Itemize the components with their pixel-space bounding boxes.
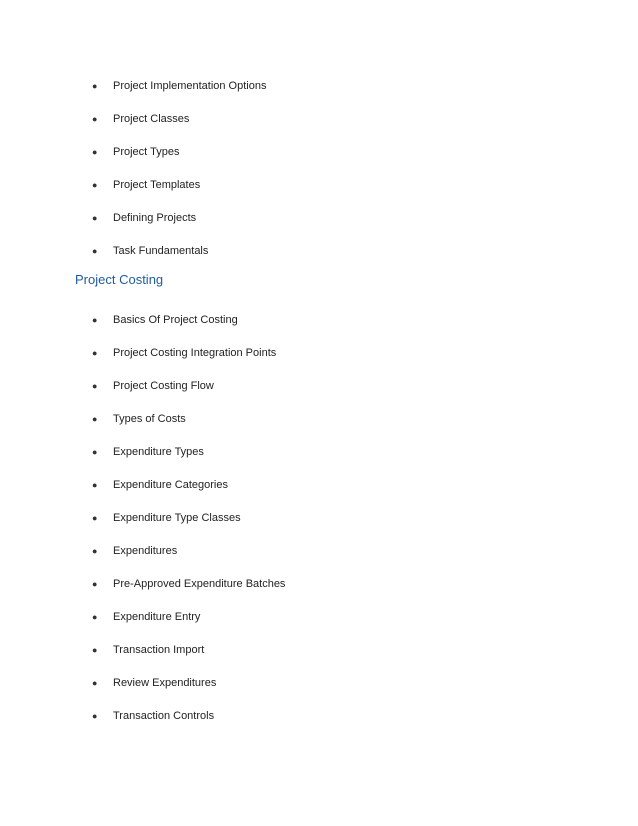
bullet-icon: ● <box>92 512 98 523</box>
list-item-label: Transaction Controls <box>113 709 215 722</box>
list-item <box>92 102 266 135</box>
bullet-icon: ● <box>92 479 98 490</box>
bullet-icon: ● <box>92 80 98 91</box>
list-item-label: Task Fundamentals <box>113 244 209 257</box>
list-item <box>92 336 285 369</box>
list-item-label: Project Templates <box>113 178 201 191</box>
list-item <box>92 69 266 102</box>
bullet-icon: ● <box>92 380 98 391</box>
bullet-icon: ● <box>92 446 98 457</box>
bullet-icon: ● <box>92 545 98 556</box>
list-item-label: Transaction Import <box>113 643 205 656</box>
bullet-icon: ● <box>92 578 98 589</box>
list-item-label: Pre-Approved Expenditure Batches <box>113 577 286 590</box>
list-item-label: Expenditure Types <box>113 445 204 458</box>
list-item <box>92 600 285 633</box>
bullet-icon: ● <box>92 245 98 256</box>
list-item <box>92 666 285 699</box>
list-item-label: Basics Of Project Costing <box>113 313 238 326</box>
bullet-icon: ● <box>92 314 98 325</box>
bullet-icon: ● <box>92 677 98 688</box>
list-item-label: Expenditure Entry <box>113 610 201 623</box>
topic-list-project-costing <box>92 303 285 732</box>
section-heading: Project Costing <box>75 272 164 287</box>
bullet-icon: ● <box>92 179 98 190</box>
bullet-icon: ● <box>92 113 98 124</box>
list-item-label: Defining Projects <box>113 211 197 224</box>
list-item-label: Project Types <box>113 145 180 158</box>
list-item-label: Types of Costs <box>113 412 186 425</box>
list-item-label: Project Implementation Options <box>113 79 267 92</box>
topic-list-project-setup <box>92 69 266 267</box>
list-item-label: Review Expenditures <box>113 676 217 689</box>
list-item <box>92 201 266 234</box>
list-item <box>92 435 285 468</box>
list-item-label: Expenditures <box>113 544 178 557</box>
bullet-icon: ● <box>92 146 98 157</box>
list-item <box>92 501 285 534</box>
list-item <box>92 633 285 666</box>
list-item-label: Project Costing Flow <box>113 379 214 392</box>
list-item <box>92 534 285 567</box>
bullet-icon: ● <box>92 710 98 721</box>
list-item-label: Project Classes <box>113 112 190 125</box>
bullet-icon: ● <box>92 611 98 622</box>
list-item <box>92 234 266 267</box>
list-item <box>92 168 266 201</box>
bullet-icon: ● <box>92 347 98 358</box>
bullet-icon: ● <box>92 644 98 655</box>
list-item <box>92 402 285 435</box>
bullet-icon: ● <box>92 413 98 424</box>
list-item <box>92 135 266 168</box>
list-item <box>92 303 285 336</box>
list-item <box>92 369 285 402</box>
list-item-label: Expenditure Type Classes <box>113 511 241 524</box>
list-item-label: Expenditure Categories <box>113 478 228 491</box>
list-item-label: Project Costing Integration Points <box>113 346 277 359</box>
bullet-icon: ● <box>92 212 98 223</box>
list-item <box>92 567 285 600</box>
list-item <box>92 468 285 501</box>
list-item <box>92 699 285 732</box>
